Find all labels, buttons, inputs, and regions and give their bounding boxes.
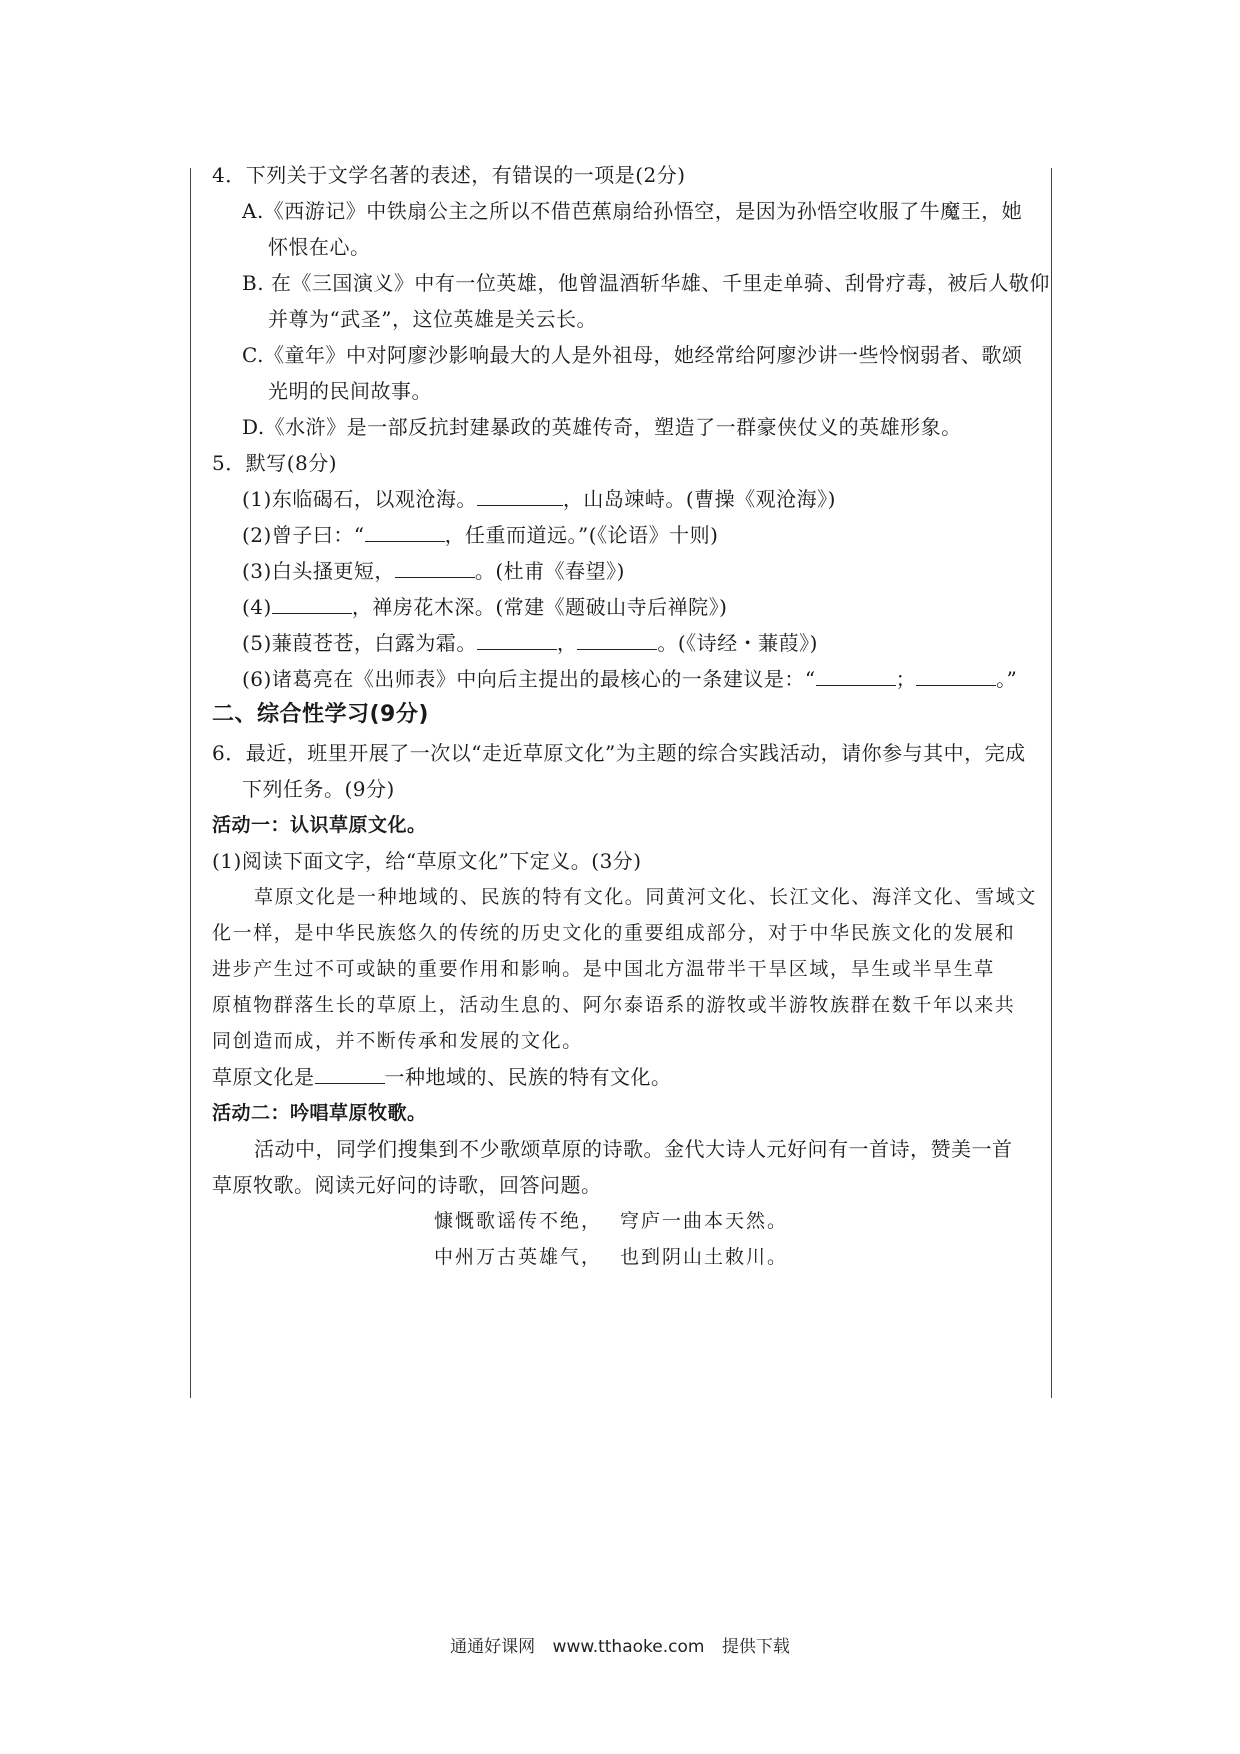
q5-item-4: [242, 594, 727, 620]
q4-option-d: D.《水浒》是一部反抗封建暴政的英雄传奇，塑造了一群豪侠仗义的英雄形象。: [242, 415, 962, 439]
q5-item-6-sep: ；: [895, 667, 917, 691]
q4-option-c: C.《童年》中对阿廖沙影响最大的人是外祖母，她经常给阿廖沙讲一些怜悯弱者、歌颂: [242, 343, 1023, 367]
definition-suffix: 一种地域的、民族的特有文化。: [384, 1065, 672, 1089]
q4-option-a: A.《西游记》中铁扇公主之所以不借芭蕉扇给孙悟空，是因为孙悟空收服了牛魔王，她: [242, 199, 1023, 223]
section-title: 二、综合性学习(9分): [212, 702, 429, 727]
answer-blank[interactable]: [315, 1065, 385, 1084]
poem-line-1a: 慷慨歌谣传不绝，: [434, 1210, 603, 1232]
q5-item-5-source: 。(《诗经・蒹葭》): [657, 631, 818, 655]
q5-item-6: [242, 666, 1017, 692]
q4-option-b-cont: 并尊为“武圣”，这位英雄是关云长。: [268, 307, 597, 331]
q5-item-4-number: (4): [242, 595, 272, 619]
passage-line: 化一样，是中华民族悠久的传统的历史文化的重要组成部分，对于中华民族文化的发展和: [212, 922, 1016, 944]
q5-item-5-text: (5)蒹葭苍苍，白露为霜。: [242, 631, 477, 655]
q5-item-5-sep: ，: [556, 631, 578, 655]
answer-blank[interactable]: [272, 595, 352, 614]
activity-2-title: 活动二：吟唱草原牧歌。: [212, 1102, 427, 1124]
q4-option-c-cont: 光明的民间故事。: [268, 379, 432, 403]
answer-blank[interactable]: [395, 559, 475, 578]
q5-stem: 5．默写(8分): [212, 451, 338, 475]
answer-blank[interactable]: [477, 487, 563, 506]
q5-item-3: [242, 558, 625, 584]
q5-item-2: [242, 522, 718, 548]
answer-blank[interactable]: [477, 631, 557, 650]
q5-item-6-end: 。”: [996, 667, 1018, 691]
answer-blank[interactable]: [365, 523, 445, 542]
definition-answer: [212, 1064, 672, 1090]
passage-line: 进步产生过不可或缺的重要作用和影响。是中国北方温带半干旱区域，旱生或半旱生草: [212, 958, 995, 980]
q5-item-3-source: 。(杜甫《春望》): [474, 559, 625, 583]
poem-line-1b: 穹庐一曲本天然。: [620, 1210, 789, 1232]
activity-1-question: (1)阅读下面文字，给“草原文化”下定义。(3分): [212, 849, 642, 873]
page-footer: [0, 1632, 1240, 1657]
activity-2-paragraph: 活动中，同学们搜集到不少歌颂草原的诗歌。金代大诗人元好问有一首诗，赞美一首: [254, 1137, 1013, 1161]
q5-item-2-source: ，任重而道远。”(《论语》十则): [444, 523, 719, 547]
answer-blank[interactable]: [577, 631, 657, 650]
poem-line-2b: 也到阴山土敕川。: [620, 1246, 789, 1268]
answer-blank[interactable]: [816, 667, 896, 686]
poem-line-2a: 中州万古英雄气，: [434, 1246, 603, 1268]
q4-option-a-cont: 怀恨在心。: [268, 235, 371, 259]
definition-prefix: 草原文化是: [212, 1065, 315, 1089]
q5-item-1-source: ，山岛竦峙。(曹操《观沧海》): [562, 487, 836, 511]
q4-stem: 4．下列关于文学名著的表述，有错误的一项是(2分): [212, 163, 686, 187]
q6-stem: 6．最近，班里开展了一次以“走近草原文化”为主题的综合实践活动，请你参与其中，完成: [212, 741, 1026, 765]
q5-item-5: [242, 630, 818, 656]
q5-item-1-text: (1)东临碣石，以观沧海。: [242, 487, 477, 511]
activity-2-paragraph-cont: 草原牧歌。阅读元好问的诗歌，回答问题。: [212, 1173, 602, 1197]
footer-tail: 提供下载: [721, 1637, 790, 1657]
passage-line: 同创造而成，并不断传承和发展的文化。: [212, 1030, 583, 1052]
q4-option-b: B. 在《三国演义》中有一位英雄，他曾温酒斩华雄、千里走单骑、刮骨疗毒，被后人敬仰: [242, 271, 1050, 295]
passage-line: 草原文化是一种地域的、民族的特有文化。同黄河文化、长江文化、海洋文化、雪域文: [254, 886, 1037, 908]
q6-stem-cont: 下列任务。(9分): [242, 777, 395, 801]
activity-1-title: 活动一：认识草原文化。: [212, 814, 427, 836]
passage-line: 原植物群落生长的草原上，活动生息的、阿尔泰语系的游牧或半游牧族群在数千年以来共: [212, 994, 1016, 1016]
q5-item-3-text: (3)白头搔更短，: [242, 559, 395, 583]
q5-item-2-text: (2)曾子曰：“: [242, 523, 365, 547]
answer-blank[interactable]: [916, 667, 996, 686]
footer-site-name: 通通好课网: [450, 1637, 536, 1657]
footer-url[interactable]: www.tthaoke.com: [552, 1637, 705, 1657]
q5-item-6-text: (6)诸葛亮在《出师表》中向后主提出的最核心的一条建议是：“: [242, 667, 816, 691]
q5-item-4-text: ，禅房花木深。(常建《题破山寺后禅院》): [351, 595, 728, 619]
q5-item-1: [242, 486, 836, 512]
